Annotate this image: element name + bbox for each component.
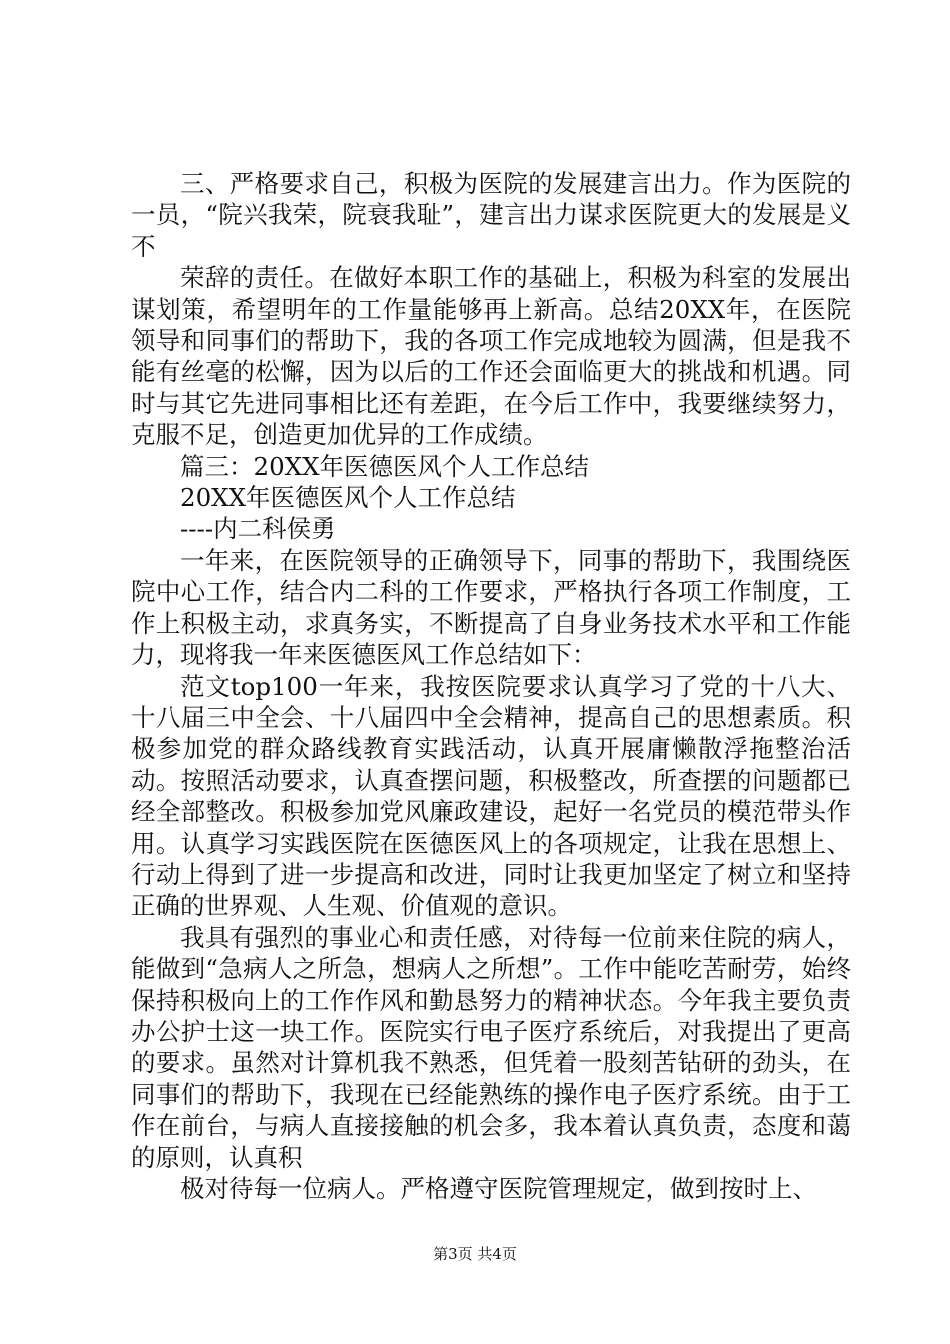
paragraph-summary-20xx: 荣辞的责任。在做好本职工作的基础上，积极为科室的发展出谋划策，希望明年的工作量能够再上新高。总结20XX年，在医院领导和同事们的帮助下，我的各项工作完成地较为圆满，但是我不能有丝毫的松懈，因为以后的工作还会面临更大的挑战和机遇。同时与其它先进同事相比还有差距，在今后工作中，我要继续努力，克服不足，创造更加优异的工作成绩。 xyxy=(131,263,851,450)
paragraph-responsibility: 我具有强烈的事业心和责任感，对待每一位前来住院的病人，能做到“急病人之所急，想病人之所想”。工作中能吃苦耐劳，始终保持积极向上的工作作风和勤恳努力的精神状态。今年我主要负责办公护士这一块工作。医院实行电子医疗系统后，对我提出了更高的要求。虽然对计算机我不熟悉，但凭着一股刻苦钻研的劲头，在同事们的帮助下，我现在已经能熟练的操作电子医疗系统。由于工作在前台，与病人直接接触的机会多，我本着认真负责，态度和蔼的原则，认真积 xyxy=(131,922,851,1172)
paragraph-intro: 一年来，在医院领导的正确领导下，同事的帮助下，我围绕医院中心工作，结合内二科的工作要求，严格执行各项工作制度，工作上积极主动，求真务实，不断提高了自身业务技术水平和工作能力，现将我一年来医德医风工作总结如下： xyxy=(131,545,851,670)
document-body xyxy=(131,168,851,1204)
paragraph-section-three: 三、严格要求自己，积极为医院的发展建言出力。作为医院的一员，“院兴我荣，院衰我耻”，建言出力谋求医院更大的发展是义不 xyxy=(131,169,851,261)
paragraph-study: 范文top100一年来，我按医院要求认真学习了党的十八大、十八届三中全会、十八届四中全会精神，提高自己的思想素质。积极参加党的群众路线教育实践活动，认真开展庸懒散浮拖整治活动。按照活动要求，认真查摆问题，积极整改，所查摆的问题都已经全部整改。积极参加党风廉政建设，起好一名党员的模范带头作用。认真学习实践医院在医德医风上的各项规定，让我在思想上、行动上得到了进一步提高和改进，同时让我更加坚定了树立和坚持正确的世界观、人生观、价值观的意识。 xyxy=(131,671,851,921)
page-number-footer: 第3页 共4页 xyxy=(433,1245,517,1263)
paragraph-rules: 极对待每一位病人。严格遵守医院管理规定，做到按时上、 xyxy=(180,1174,817,1203)
article-author: ----内二科侯勇 xyxy=(180,514,336,544)
article-title: 20XX年医德医风个人工作总结 xyxy=(180,483,516,513)
chapter-heading: 篇三：20XX年医德医风个人工作总结 xyxy=(180,451,590,481)
